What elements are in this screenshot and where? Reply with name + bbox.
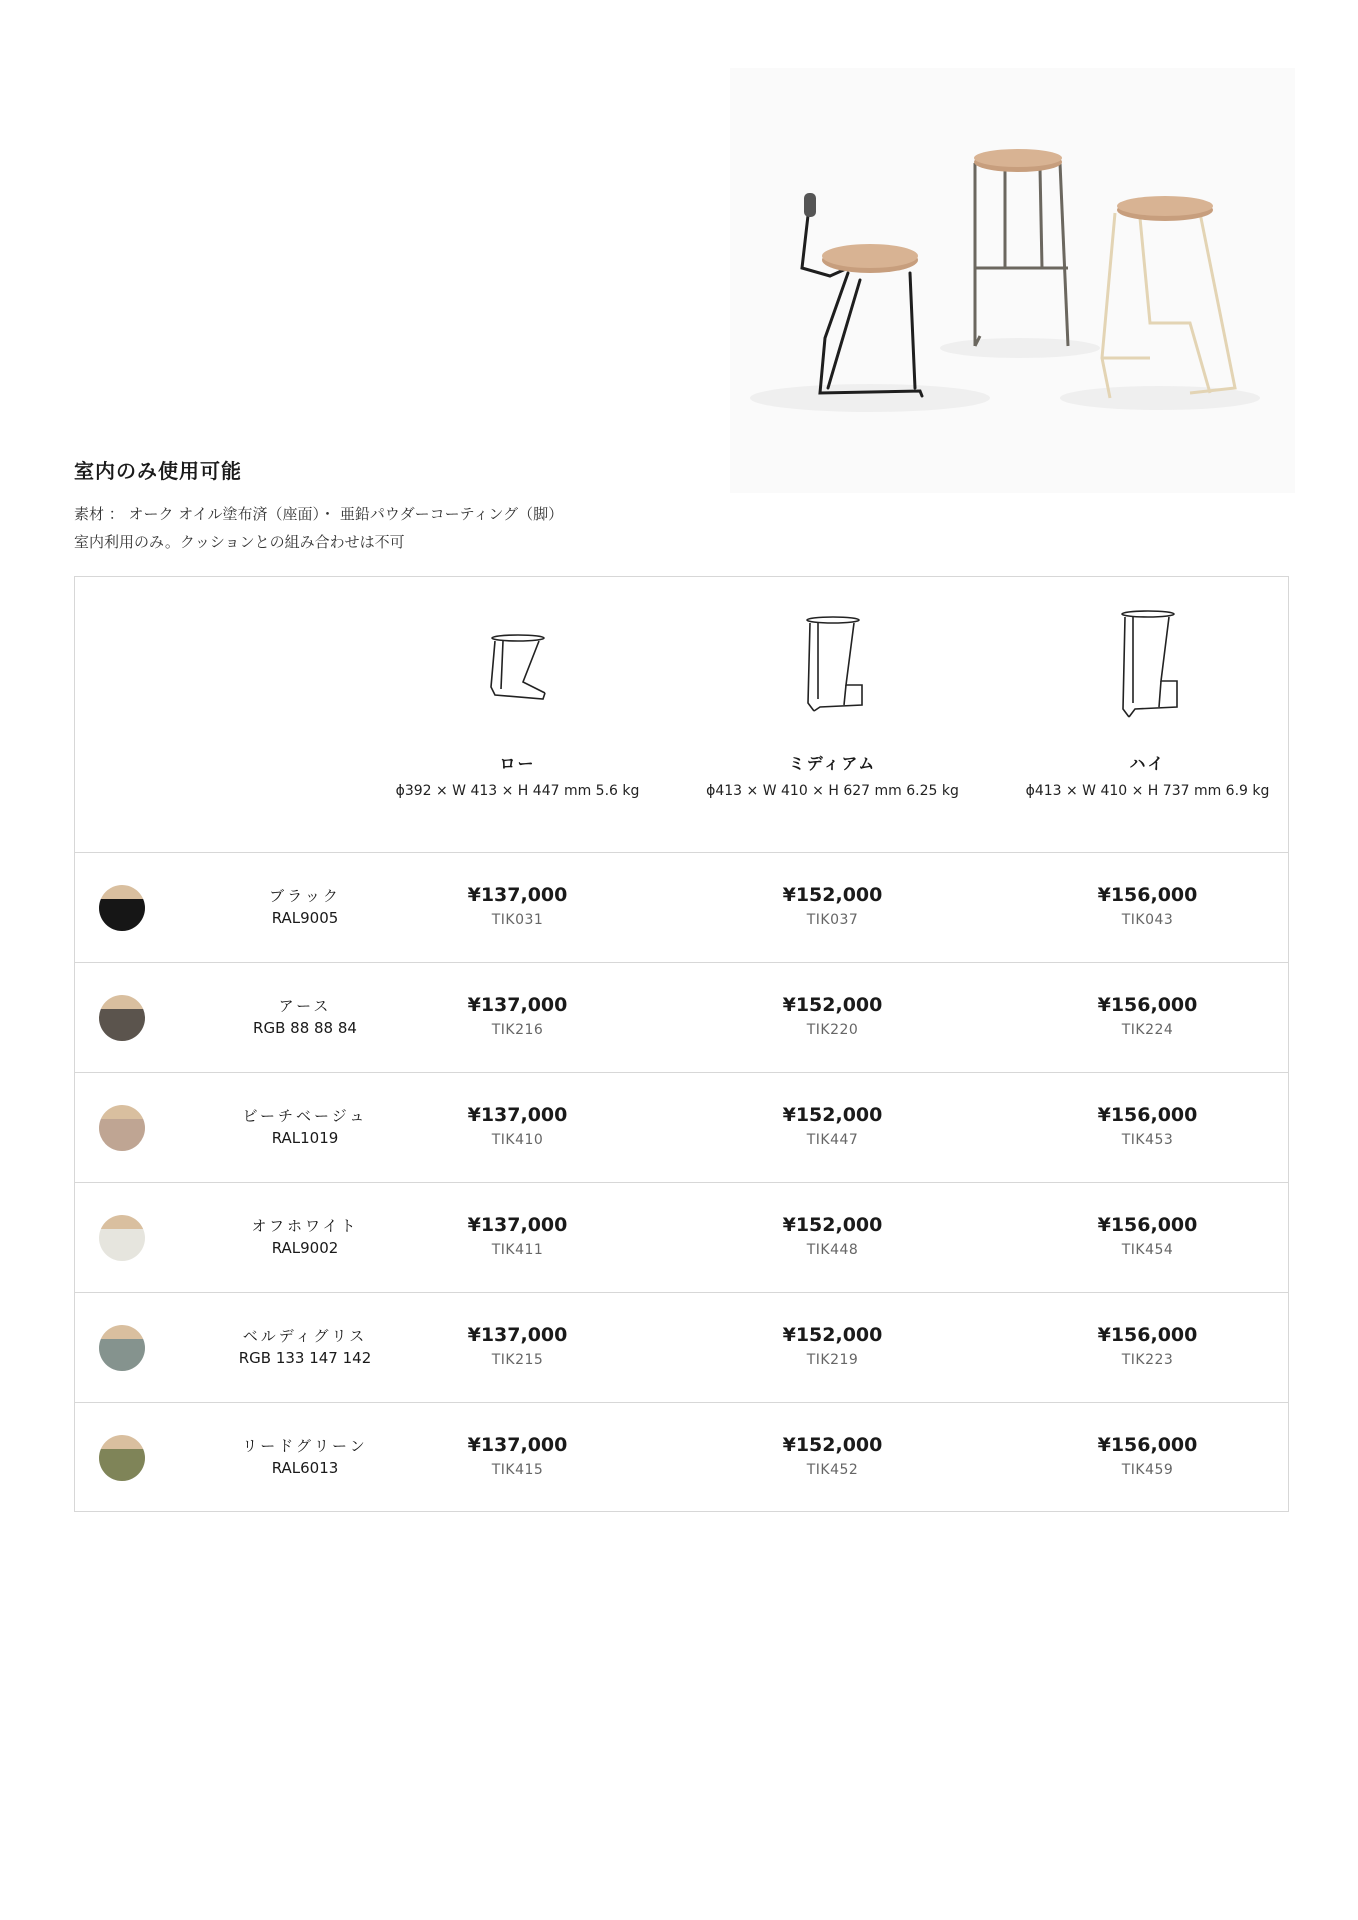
price-cell bbox=[675, 993, 990, 1041]
product-code: TIK453 bbox=[1121, 1132, 1174, 1148]
product-code: TIK448 bbox=[806, 1242, 859, 1258]
product-code: TIK452 bbox=[806, 1462, 859, 1478]
price-cell bbox=[990, 993, 1305, 1041]
price: ¥156,000 bbox=[1097, 1434, 1198, 1456]
product-code: TIK454 bbox=[1121, 1242, 1174, 1258]
page-title: 室内のみ使用可能 bbox=[74, 459, 242, 483]
size-dimensions: ϕ413 × W 410 × H 627 mm 6.25 kg bbox=[706, 783, 959, 799]
medium-stool-icon bbox=[798, 615, 868, 717]
price-cell bbox=[675, 1323, 990, 1371]
color-name: ベルディグリス bbox=[242, 1327, 368, 1345]
price-cell bbox=[990, 883, 1305, 931]
swatch-seat-color bbox=[99, 1105, 145, 1119]
stools-illustration bbox=[730, 68, 1295, 493]
usage-note: 室内利用のみ。クッションとの組み合わせは不可 bbox=[74, 533, 405, 551]
price: ¥152,000 bbox=[782, 1104, 883, 1126]
color-swatch bbox=[99, 1105, 145, 1151]
price: ¥156,000 bbox=[1097, 1214, 1198, 1236]
color-swatch bbox=[99, 1325, 145, 1371]
price-cell bbox=[360, 1323, 675, 1371]
price-cell bbox=[675, 1103, 990, 1151]
color-code: RAL1019 bbox=[271, 1129, 339, 1147]
product-code: TIK459 bbox=[1121, 1462, 1174, 1478]
price: ¥156,000 bbox=[1097, 884, 1198, 906]
product-code: TIK411 bbox=[491, 1242, 544, 1258]
color-swatch bbox=[99, 995, 145, 1041]
product-code: TIK415 bbox=[491, 1462, 544, 1478]
price: ¥152,000 bbox=[782, 994, 883, 1016]
size-column-medium bbox=[675, 577, 990, 853]
table-row bbox=[75, 853, 1288, 963]
price-cell bbox=[360, 1213, 675, 1261]
price-cell bbox=[990, 1213, 1305, 1261]
price-cell bbox=[675, 1213, 990, 1261]
color-name: リードグリーン bbox=[242, 1437, 368, 1455]
price-cell bbox=[675, 883, 990, 931]
color-code: RGB 133 147 142 bbox=[238, 1349, 372, 1367]
color-name: アース bbox=[278, 997, 332, 1015]
price: ¥137,000 bbox=[467, 994, 568, 1016]
swatch-frame-color bbox=[99, 1009, 145, 1041]
color-swatch bbox=[99, 1435, 145, 1481]
price: ¥137,000 bbox=[467, 1434, 568, 1456]
price: ¥152,000 bbox=[782, 1434, 883, 1456]
product-code: TIK215 bbox=[491, 1352, 544, 1368]
low-stool-icon bbox=[483, 627, 553, 707]
material-description bbox=[74, 500, 563, 556]
product-code: TIK216 bbox=[491, 1022, 544, 1038]
size-name: ミディアム bbox=[788, 754, 877, 773]
table-row bbox=[75, 1073, 1288, 1183]
color-swatch bbox=[99, 1215, 145, 1261]
swatch-frame-color bbox=[99, 1119, 145, 1151]
price: ¥137,000 bbox=[467, 884, 568, 906]
price: ¥152,000 bbox=[782, 1324, 883, 1346]
color-name: オフホワイト bbox=[251, 1217, 359, 1235]
swatch-frame-color bbox=[99, 1339, 145, 1371]
color-code: RAL9005 bbox=[271, 909, 339, 927]
table-row bbox=[75, 1183, 1288, 1293]
swatch-frame-color bbox=[99, 1229, 145, 1261]
swatch-seat-color bbox=[99, 1215, 145, 1229]
size-column-high bbox=[990, 577, 1305, 853]
color-code: RAL9002 bbox=[271, 1239, 339, 1257]
price: ¥156,000 bbox=[1097, 1104, 1198, 1126]
material-line: 素材 ： オーク オイル塗布済（座面）・ 亜鉛パウダーコーティング（脚） bbox=[74, 505, 564, 523]
table-row bbox=[75, 1293, 1288, 1403]
color-name: ビーチベージュ bbox=[242, 1107, 368, 1125]
price: ¥152,000 bbox=[782, 884, 883, 906]
product-code: TIK219 bbox=[806, 1352, 859, 1368]
size-name: ハイ bbox=[1129, 754, 1166, 773]
price: ¥156,000 bbox=[1097, 1324, 1198, 1346]
product-code: TIK031 bbox=[491, 912, 544, 928]
size-name: ロー bbox=[499, 754, 536, 773]
swatch-frame-color bbox=[99, 899, 145, 931]
price-cell bbox=[990, 1323, 1305, 1371]
color-code: RGB 88 88 84 bbox=[253, 1019, 357, 1037]
price: ¥137,000 bbox=[467, 1104, 568, 1126]
high-stool-icon bbox=[1113, 609, 1183, 721]
price-cell bbox=[360, 993, 675, 1041]
table-row bbox=[75, 963, 1288, 1073]
swatch-seat-color bbox=[99, 1435, 145, 1449]
swatch-seat-color bbox=[99, 1325, 145, 1339]
price-cell bbox=[360, 883, 675, 931]
swatch-seat-color bbox=[99, 885, 145, 899]
size-column-low bbox=[360, 577, 675, 853]
color-code: RAL6013 bbox=[271, 1459, 339, 1477]
price-cell bbox=[360, 1103, 675, 1151]
swatch-seat-color bbox=[99, 995, 145, 1009]
price-cell bbox=[990, 1433, 1305, 1481]
price: ¥137,000 bbox=[467, 1214, 568, 1236]
size-dimensions: ϕ413 × W 410 × H 737 mm 6.9 kg bbox=[1025, 783, 1270, 799]
color-name: ブラック bbox=[269, 887, 341, 905]
table-row bbox=[75, 1403, 1288, 1513]
size-header bbox=[75, 577, 1288, 853]
price-cell bbox=[675, 1433, 990, 1481]
product-code: TIK410 bbox=[491, 1132, 544, 1148]
price: ¥156,000 bbox=[1097, 994, 1198, 1016]
product-code: TIK447 bbox=[806, 1132, 859, 1148]
size-dimensions: ϕ392 × W 413 × H 447 mm 5.6 kg bbox=[395, 783, 640, 799]
product-code: TIK043 bbox=[1121, 912, 1174, 928]
price-cell bbox=[990, 1103, 1305, 1151]
color-swatch bbox=[99, 885, 145, 931]
product-code: TIK220 bbox=[806, 1022, 859, 1038]
price: ¥152,000 bbox=[782, 1214, 883, 1236]
price: ¥137,000 bbox=[467, 1324, 568, 1346]
product-code: TIK223 bbox=[1121, 1352, 1174, 1368]
price-cell bbox=[360, 1433, 675, 1481]
product-code: TIK037 bbox=[806, 912, 859, 928]
price-table bbox=[74, 576, 1289, 1512]
product-code: TIK224 bbox=[1121, 1022, 1174, 1038]
swatch-frame-color bbox=[99, 1449, 145, 1481]
product-photo bbox=[730, 68, 1295, 493]
